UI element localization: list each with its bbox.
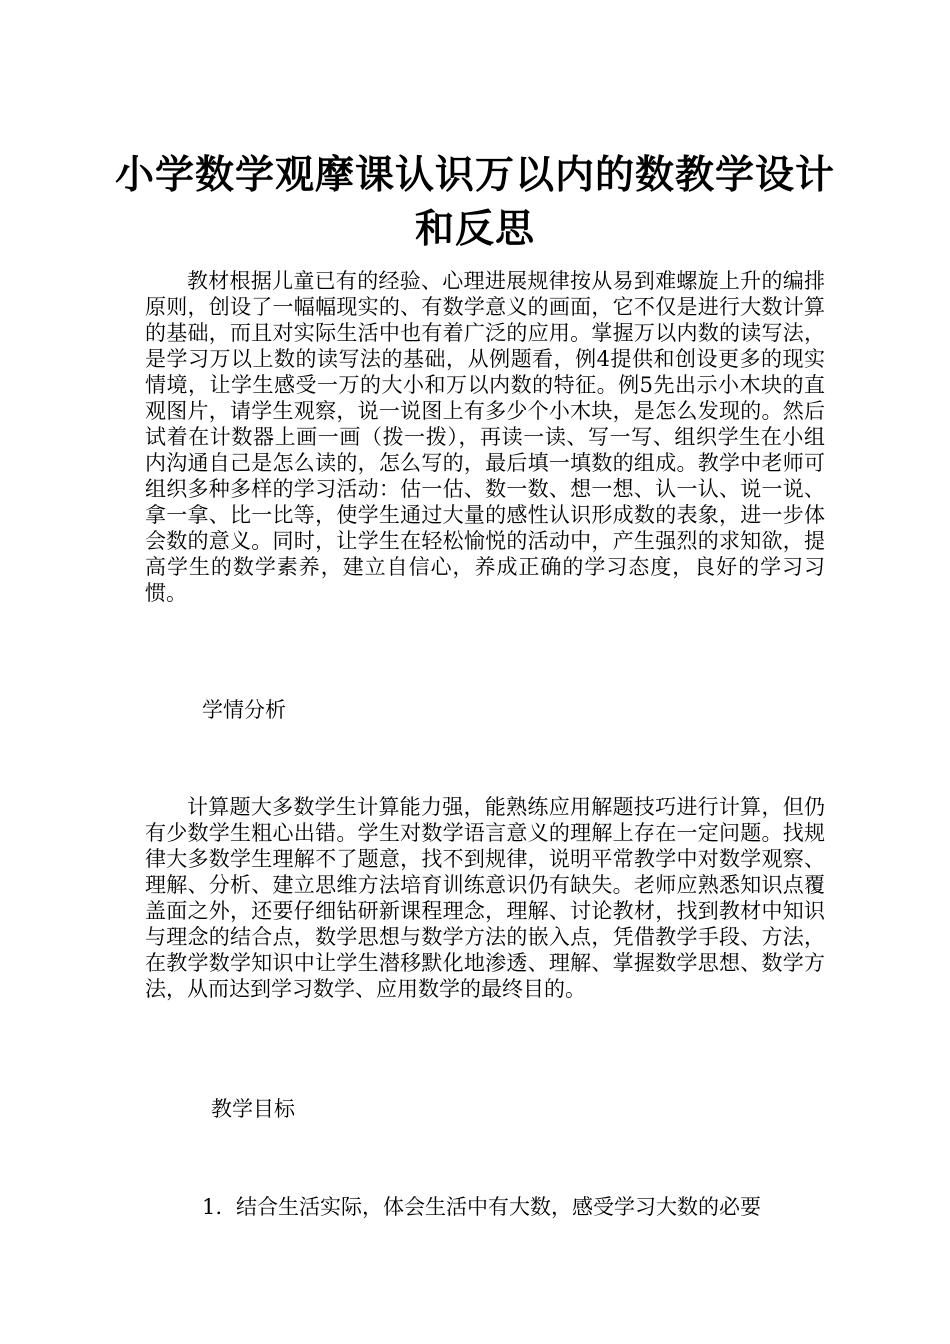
section-heading-teaching-goals: 教学目标 xyxy=(211,1097,295,1121)
paragraph-student-analysis: 计算题大多数学生计算能力强，能熟练应用解题技巧进行计算，但仍有少数学生粗心出错。学生对数学语言意义的理解上存在一定问题。找规律大多数学生理解不了题意，找不到规律，说明平常教学中对数学观察、理解、分析、建立思维方法培育训练意识仍有缺失。老师应熟悉知识点覆盖面之外，还要仔细钻研新课程理念，理解、讨论教材，找到教材中知识与理念的结合点，数学思想与数学方法的嵌入点，凭借教学手段、方法，在教学数学知识中让学生潜移默化地渗透、理解、掌握数学思想、数学方法，从而达到学习数学、应用数学的最终目的。 xyxy=(145,795,825,1001)
list-item xyxy=(202,1194,761,1220)
list-item-number: 1. xyxy=(202,1195,223,1219)
section-heading-student-analysis: 学情分析 xyxy=(202,698,286,722)
document-title: 小学数学观摩课认识万以内的数教学设计和反思 xyxy=(114,152,835,253)
list-item-text: 结合生活实际，体会生活中有大数，感受学习大数的必要 xyxy=(236,1195,762,1219)
paragraph-textbook-analysis: 教材根据儿童已有的经验、心理进展规律按从易到难螺旋上升的编排原则，创设了一幅幅现实的、有数学意义的画面，它不仅是进行大数计算的基础，而且对实际生活中也有着广泛的应用。掌握万以内数的读写法，是学习万以上数的读写法的基础，从例题看，例4提供和创设更多的现实情境，让学生感受一万的大小和万以内数的特征。例5先出示小木块的直观图片，请学生观察，说一说图上有多少个小木块，是怎么发现的。然后试着在计数器上画一画（拨一拨），再读一读、写一写、组织学生在小组内沟通自己是怎么读的，怎么写的，最后填一填数的组成。教学中老师可组织多种多样的学习活动：估一估、数一数、想一想、认一认、说一说、拿一拿、比一比等，使学生通过大量的感性认识形成数的表象，进一步体会数的意义。同时，让学生在轻松愉悦的活动中，产生强烈的求知欲，提高学生的数学素养，建立自信心，养成正确的学习态度，良好的学习习惯。 xyxy=(145,269,825,605)
